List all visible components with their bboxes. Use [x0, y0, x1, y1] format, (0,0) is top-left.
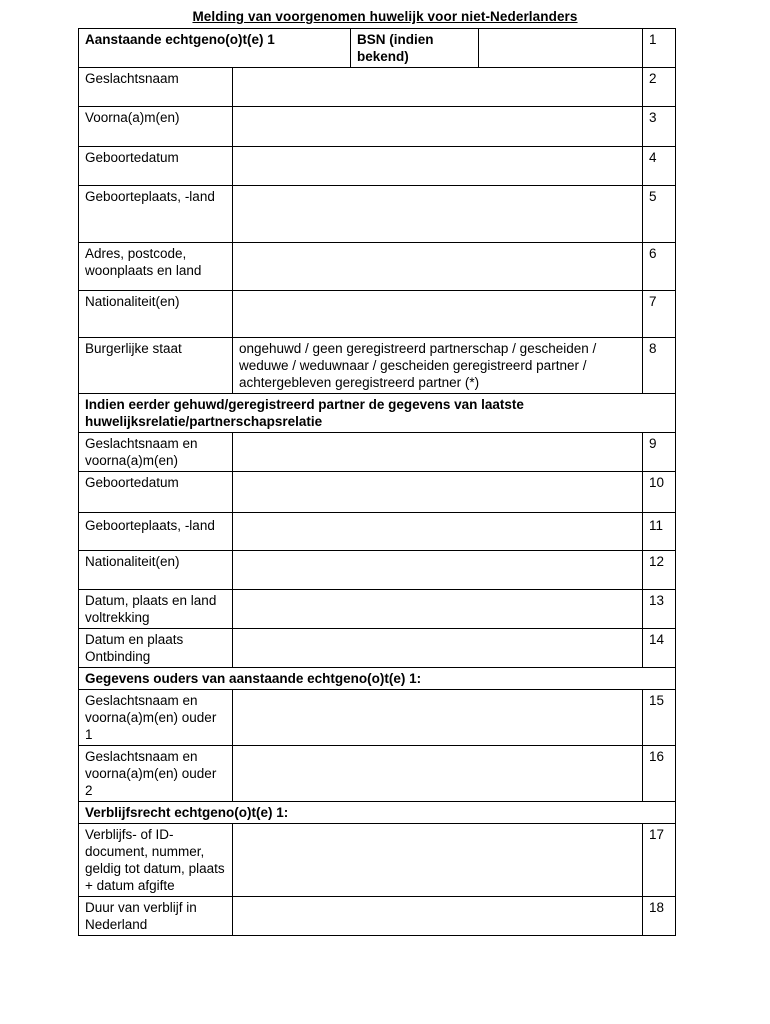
field-label: Nationaliteit(en) [79, 551, 233, 590]
field-label: Geboorteplaats, -land [79, 513, 233, 551]
form-row [79, 472, 676, 513]
form-row [79, 291, 676, 338]
form-row [79, 243, 676, 291]
field-value[interactable] [233, 472, 643, 513]
field-value[interactable] [233, 243, 643, 291]
form-row [79, 147, 676, 186]
field-value[interactable] [233, 551, 643, 590]
row-number: 4 [643, 147, 676, 186]
form-row [79, 433, 676, 472]
form-row [79, 551, 676, 590]
form-row [79, 897, 676, 936]
form-row [79, 68, 676, 107]
field-label: Datum, plaats en land voltrekking [79, 590, 233, 629]
field-value[interactable] [233, 513, 643, 551]
row-number: 5 [643, 186, 676, 243]
form-row [79, 690, 676, 746]
field-label: Burgerlijke staat [79, 338, 233, 394]
field-value[interactable] [233, 824, 643, 897]
marital-status-options[interactable]: ongehuwd / geen geregistreerd partnerschap / gescheiden / weduwe / weduwnaar / gescheiden geregistreerd partner / achtergebleven geregistreerd partner (*) [233, 338, 643, 394]
section-parents: Gegevens ouders van aanstaande echtgeno(o)t(e) 1: [79, 668, 676, 690]
field-value[interactable] [233, 147, 643, 186]
form-row [79, 186, 676, 243]
form-row [79, 107, 676, 147]
row-number: 13 [643, 590, 676, 629]
registration-form-table [78, 28, 676, 936]
partner-1-heading: Aanstaande echtgeno(o)t(e) 1 [79, 29, 351, 68]
section-previous-marriage: Indien eerder gehuwd/geregistreerd partner de gegevens van laatste huwelijksrelatie/partnerschapsrelatie [79, 394, 676, 433]
field-value[interactable] [233, 433, 643, 472]
field-label: Geslachtsnaam en voorna(a)m(en) ouder 1 [79, 690, 233, 746]
row-number: 3 [643, 107, 676, 147]
field-label: Geslachtsnaam en voorna(a)m(en) [79, 433, 233, 472]
form-row [79, 513, 676, 551]
form-row [79, 629, 676, 668]
row-number: 2 [643, 68, 676, 107]
section-header-row [79, 668, 676, 690]
row-number: 8 [643, 338, 676, 394]
field-label: Geslachtsnaam [79, 68, 233, 107]
field-value[interactable] [233, 291, 643, 338]
field-label: Datum en plaats Ontbinding [79, 629, 233, 668]
row-number: 7 [643, 291, 676, 338]
form-row [79, 824, 676, 897]
row-number: 14 [643, 629, 676, 668]
field-value[interactable] [233, 68, 643, 107]
field-label: Geslachtsnaam en voorna(a)m(en) ouder 2 [79, 746, 233, 802]
field-value[interactable] [233, 186, 643, 243]
row-number: 11 [643, 513, 676, 551]
header-row [79, 29, 676, 68]
field-label: Nationaliteit(en) [79, 291, 233, 338]
section-residence: Verblijfsrecht echtgeno(o)t(e) 1: [79, 802, 676, 824]
row-number: 9 [643, 433, 676, 472]
row-number: 17 [643, 824, 676, 897]
section-header-row [79, 394, 676, 433]
field-value[interactable] [233, 897, 643, 936]
field-label: Adres, postcode, woonplaats en land [79, 243, 233, 291]
bsn-field[interactable] [479, 29, 643, 68]
field-value[interactable] [233, 629, 643, 668]
field-label: Verblijfs- of ID-document, nummer, geldig tot datum, plaats + datum afgifte [79, 824, 233, 897]
row-number: 12 [643, 551, 676, 590]
field-value[interactable] [233, 690, 643, 746]
row-number: 6 [643, 243, 676, 291]
row-number: 18 [643, 897, 676, 936]
field-label: Geboortedatum [79, 472, 233, 513]
field-label: Geboortedatum [79, 147, 233, 186]
row-number: 1 [643, 29, 676, 68]
field-value[interactable] [233, 107, 643, 147]
field-label: Geboorteplaats, -land [79, 186, 233, 243]
field-value[interactable] [233, 590, 643, 629]
field-label: Voorna(a)m(en) [79, 107, 233, 147]
section-header-row [79, 802, 676, 824]
form-row [79, 338, 676, 394]
bsn-label: BSN (indien bekend) [351, 29, 479, 68]
form-row [79, 746, 676, 802]
form-row [79, 590, 676, 629]
row-number: 15 [643, 690, 676, 746]
form-title: Melding van voorgenomen huwelijk voor niet-Nederlanders [192, 9, 578, 24]
row-number: 16 [643, 746, 676, 802]
field-label: Duur van verblijf in Nederland [79, 897, 233, 936]
row-number: 10 [643, 472, 676, 513]
field-value[interactable] [233, 746, 643, 802]
